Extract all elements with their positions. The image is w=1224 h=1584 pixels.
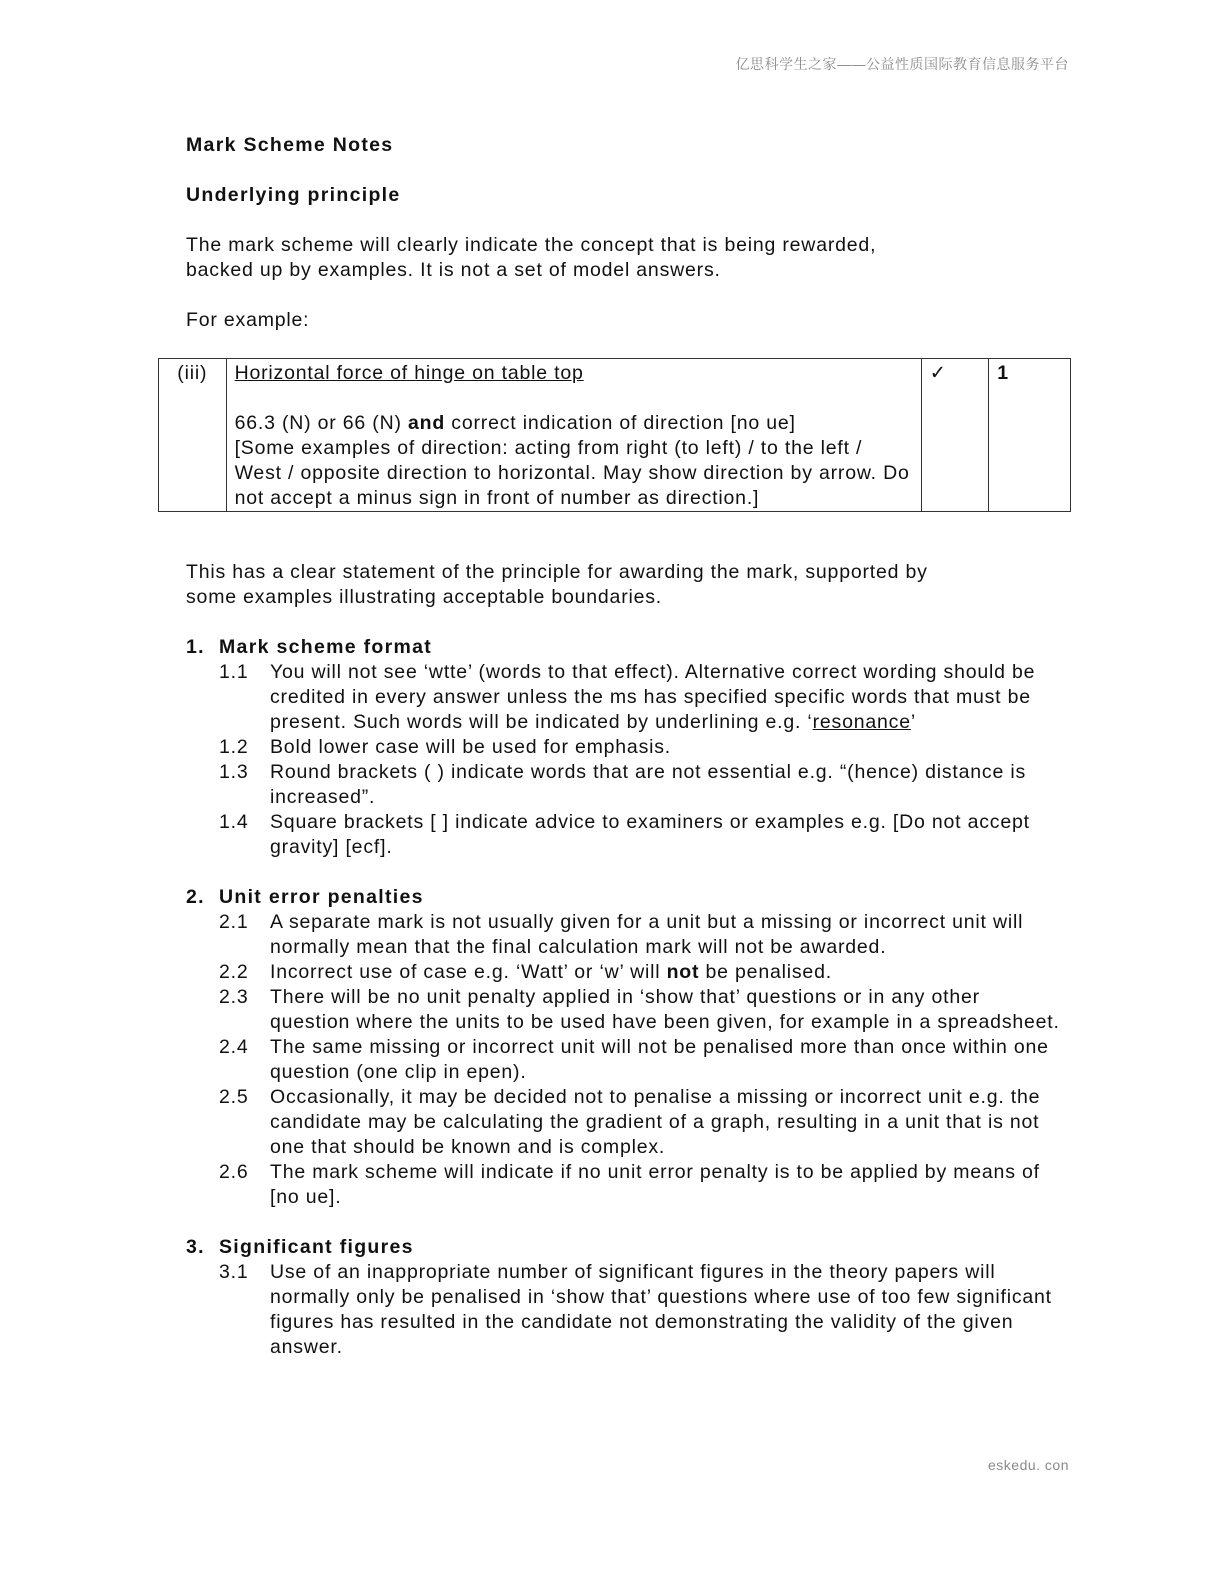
section-title — [186, 635, 1066, 660]
list-item — [219, 735, 1066, 760]
item-text: Bold lower case will be used for emphasis. — [270, 736, 672, 758]
question-number-cell: (iii) — [159, 359, 227, 512]
footer-watermark: eskedu. con — [988, 1457, 1069, 1473]
item-text — [270, 660, 1066, 735]
section-number: 3. — [186, 1236, 205, 1258]
item-number: 2.2 — [219, 961, 249, 983]
item-text-part: You will not see ‘wtte’ (words to that effect). Alternative correct wording should be credited in every answer unless the ms has specified specific words that must be present. Such words will be indicated by underlining e.g. ‘ — [270, 661, 1036, 733]
answer-note: [Some examples of direction: acting from right (to left) / to the left / West / opposite direction to horizontal. May show direction by arrow. Do not accept a minus sign in front of number as direction.] — [234, 437, 910, 509]
answer-prefix: 66.3 (N) or 66 (N) — [234, 412, 408, 434]
item-text: The same missing or incorrect unit will not be penalised more than once within one question (one clip in epen). — [270, 1036, 1049, 1083]
section-title-text: Mark scheme format — [219, 636, 433, 658]
section-title — [186, 1235, 1066, 1260]
check-icon: ✓ — [929, 362, 947, 384]
intro-line-2: backed up by examples. It is not a set of model answers. — [186, 259, 721, 281]
list-item — [219, 810, 1066, 860]
answer-line — [235, 411, 913, 436]
item-number: 2.1 — [219, 911, 249, 933]
document-body — [186, 133, 1066, 333]
answer-cell — [226, 359, 921, 512]
section-mark-scheme-format — [186, 635, 1066, 860]
section-significant-figures — [186, 1235, 1066, 1360]
section-title-text: Significant figures — [219, 1236, 414, 1258]
list-item — [219, 660, 1066, 735]
list-item — [219, 760, 1066, 810]
answer-suffix: correct indication of direction [no ue] — [445, 412, 796, 434]
section-title — [186, 885, 1066, 910]
section-number: 1. — [186, 636, 205, 658]
item-text: The mark scheme will indicate if no unit error penalty is to be applied by means of [no ue]. — [270, 1161, 1040, 1208]
item-text: A separate mark is not usually given for a unit but a missing or incorrect unit will normally mean that the final calculation mark will not be awarded. — [270, 911, 1024, 958]
list-item — [219, 985, 1066, 1035]
header-watermark: 亿思科学生之家——公益性质国际教育信息服务平台 — [735, 56, 1069, 72]
item-text-end: ’ — [910, 711, 916, 733]
item-number: 2.4 — [219, 1036, 249, 1058]
list-item — [219, 1160, 1066, 1210]
item-number: 2.3 — [219, 986, 249, 1008]
item-number: 1.2 — [219, 736, 249, 758]
list-item — [219, 1260, 1066, 1360]
underlined-word: resonance — [812, 711, 911, 733]
section-title-text: Unit error penalties — [219, 886, 424, 908]
list-item — [219, 1035, 1066, 1085]
section-subheading: Underlying principle — [186, 184, 401, 206]
section-unit-error-penalties — [186, 885, 1066, 1210]
list-item — [219, 960, 1066, 985]
item-text: Round brackets ( ) indicate words that are not essential e.g. “(hence) distance is increased”. — [270, 761, 1027, 808]
item-number: 1.4 — [219, 811, 249, 833]
item-text-part: Incorrect use of case e.g. ‘Watt’ or ‘w’ will — [270, 961, 667, 983]
summary-line-1: This has a clear statement of the principle for awarding the mark, supported by — [186, 561, 928, 583]
question-title: Horizontal force of hinge on table top — [234, 362, 584, 384]
table-row — [159, 359, 1071, 512]
item-number: 1.1 — [219, 661, 249, 683]
item-number: 1.3 — [219, 761, 249, 783]
mark-cell: 1 — [989, 359, 1071, 512]
list-item — [219, 910, 1066, 960]
example-mark-table — [158, 358, 1071, 512]
item-text: Use of an inappropriate number of significant figures in the theory papers will normally only be penalised in ‘show that’ questions where use of too few significant figures has resulted in the candidate not demonstrating the validity of the given answer. — [270, 1261, 1052, 1358]
section-number: 2. — [186, 886, 205, 908]
answer-bold: and — [408, 412, 446, 434]
page-title: Mark Scheme Notes — [186, 134, 394, 156]
item-number: 2.5 — [219, 1086, 249, 1108]
document-body-lower — [186, 560, 1066, 1360]
item-text: Occasionally, it may be decided not to penalise a missing or incorrect unit e.g. the candidate may be calculating the gradient of a graph, resulting in a unit that is not one that should be known and is complex. — [270, 1086, 1041, 1158]
item-text: Square brackets [ ] indicate advice to examiners or examples e.g. [Do not accept gravity] [ecf]. — [270, 811, 1030, 858]
item-text — [270, 960, 1066, 985]
bold-word: not — [666, 961, 700, 983]
list-item — [219, 1085, 1066, 1160]
summary-line-2: some examples illustrating acceptable boundaries. — [186, 586, 663, 608]
intro-line-1: The mark scheme will clearly indicate the concept that is being rewarded, — [186, 234, 877, 256]
item-text-end: be penalised. — [699, 961, 832, 983]
item-number: 3.1 — [219, 1261, 249, 1283]
for-example-label: For example: — [186, 309, 310, 331]
item-text: There will be no unit penalty applied in ‘show that’ questions or in any other question where the units to be used have been given, for example in a spreadsheet. — [270, 986, 1060, 1033]
item-number: 2.6 — [219, 1161, 249, 1183]
tick-cell — [921, 359, 989, 512]
